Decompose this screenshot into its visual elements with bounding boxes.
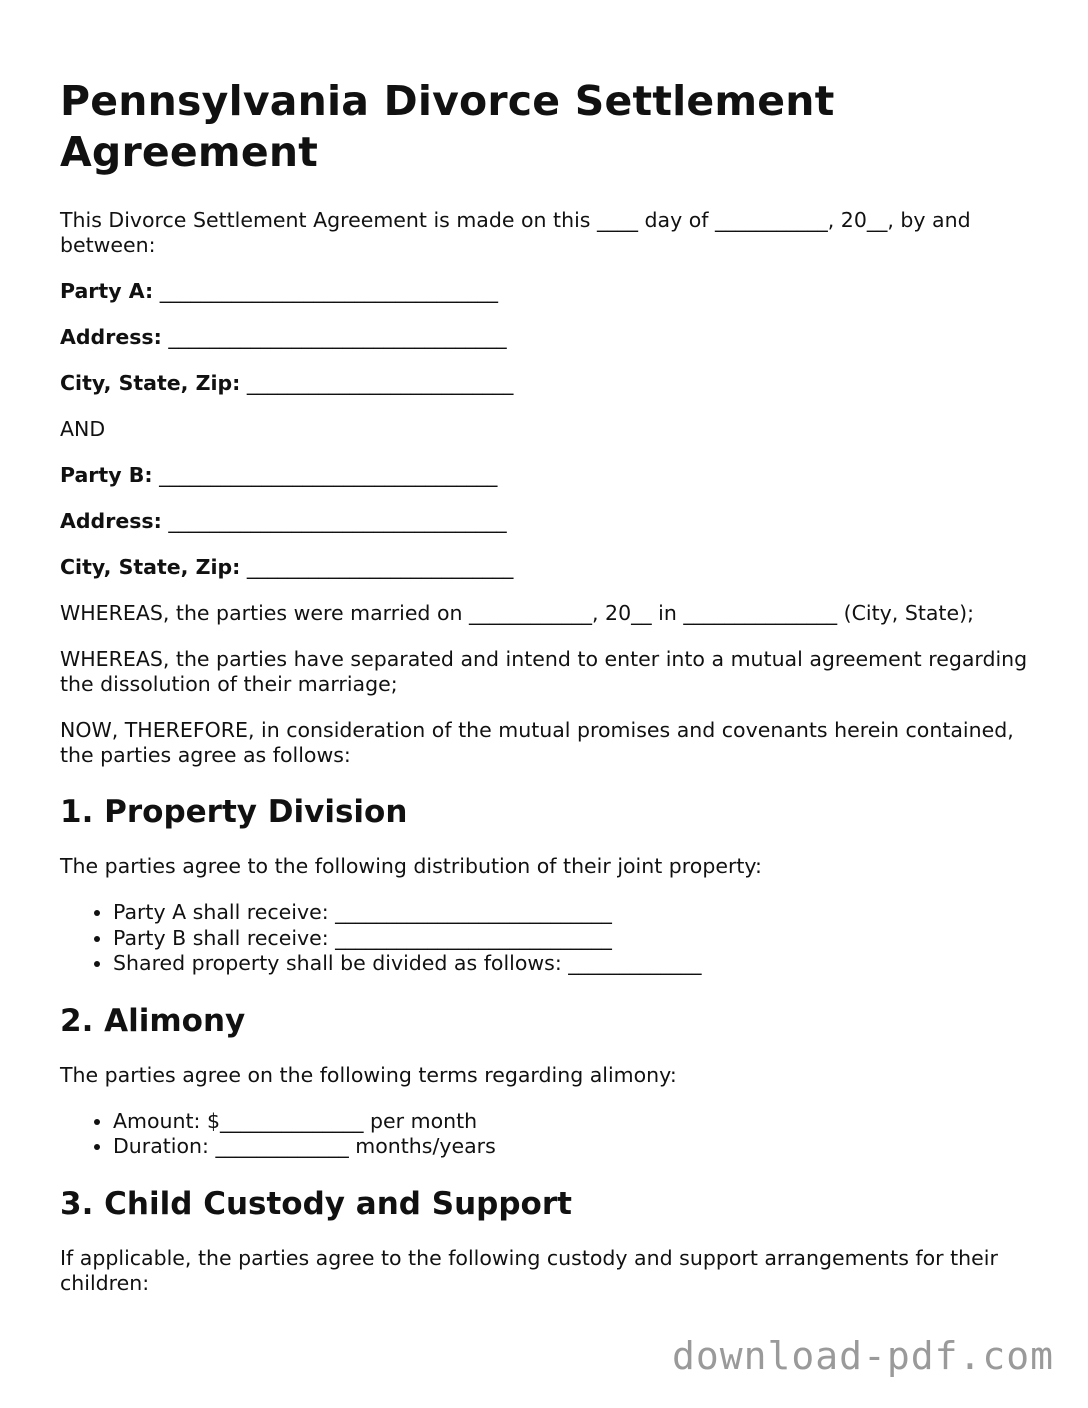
list-item: • Amount: $______________ per month [113,1109,1040,1135]
party-b-name-field [60,463,1040,488]
list-item: • Duration: _____________ months/years [113,1134,1040,1160]
section-property-division-heading: 1. Property Division [60,794,408,830]
party-a-csz-blank: __________________________ [246,371,514,395]
party-b-city-state-zip-field [60,555,1040,580]
party-a-city-state-zip-field [60,371,1040,396]
now-therefore-paragraph: NOW, THEREFORE, in consideration of the mutual promises and covenants herein contained, the parties agree as follows: [60,718,1014,767]
party-a-name-blank: _________________________________ [159,279,498,303]
whereas-separated-paragraph: WHEREAS, the parties have separated and intend to enter into a mutual agreement regarding the dissolution of their marriage; [60,647,1028,696]
property-division-intro: The parties agree to the following distribution of their joint property: [60,854,762,878]
party-b-address-label: Address: [60,509,162,533]
section-child-custody-heading: 3. Child Custody and Support [60,1185,572,1222]
whereas-married-paragraph: WHEREAS, the parties were married on ____________, 20__ in _______________ (City, State); [60,601,974,625]
party-a-address-field [60,325,1040,350]
child-custody-intro: If applicable, the parties agree to the following custody and support arrangements for their children: [60,1245,998,1295]
party-b-address-blank: _________________________________ [168,509,507,533]
property-division-list [60,900,1040,977]
party-b-csz-blank: __________________________ [246,555,514,579]
list-item: • Shared property shall be divided as follows: _____________ [113,951,1040,977]
party-a-name-field [60,279,1040,304]
alimony-list [60,1109,1040,1160]
list-item: • Party A shall receive: ___________________________ [113,900,1040,926]
party-b-address-field [60,509,1040,534]
watermark: download-pdf.com [671,1334,1054,1378]
alimony-intro: The parties agree on the following terms regarding alimony: [60,1062,677,1087]
and-separator: AND [60,417,106,441]
party-b-csz-label: City, State, Zip: [60,555,241,579]
party-a-csz-label: City, State, Zip: [60,371,241,395]
party-a-address-label: Address: [60,325,162,349]
party-a-name-label: Party A: [60,279,154,303]
section-alimony-heading: 2. Alimony [60,1002,246,1039]
party-a-address-blank: _________________________________ [168,325,507,349]
document-page [60,76,1040,1317]
intro-paragraph: This Divorce Settlement Agreement is made on this ____ day of ___________, 20__, by and between: [60,208,971,257]
document-title: Pennsylvania Divorce Settlement Agreement [60,77,835,176]
party-b-name-blank: _________________________________ [159,463,498,487]
list-item: • Party B shall receive: ___________________________ [113,926,1040,952]
party-b-name-label: Party B: [60,463,153,487]
